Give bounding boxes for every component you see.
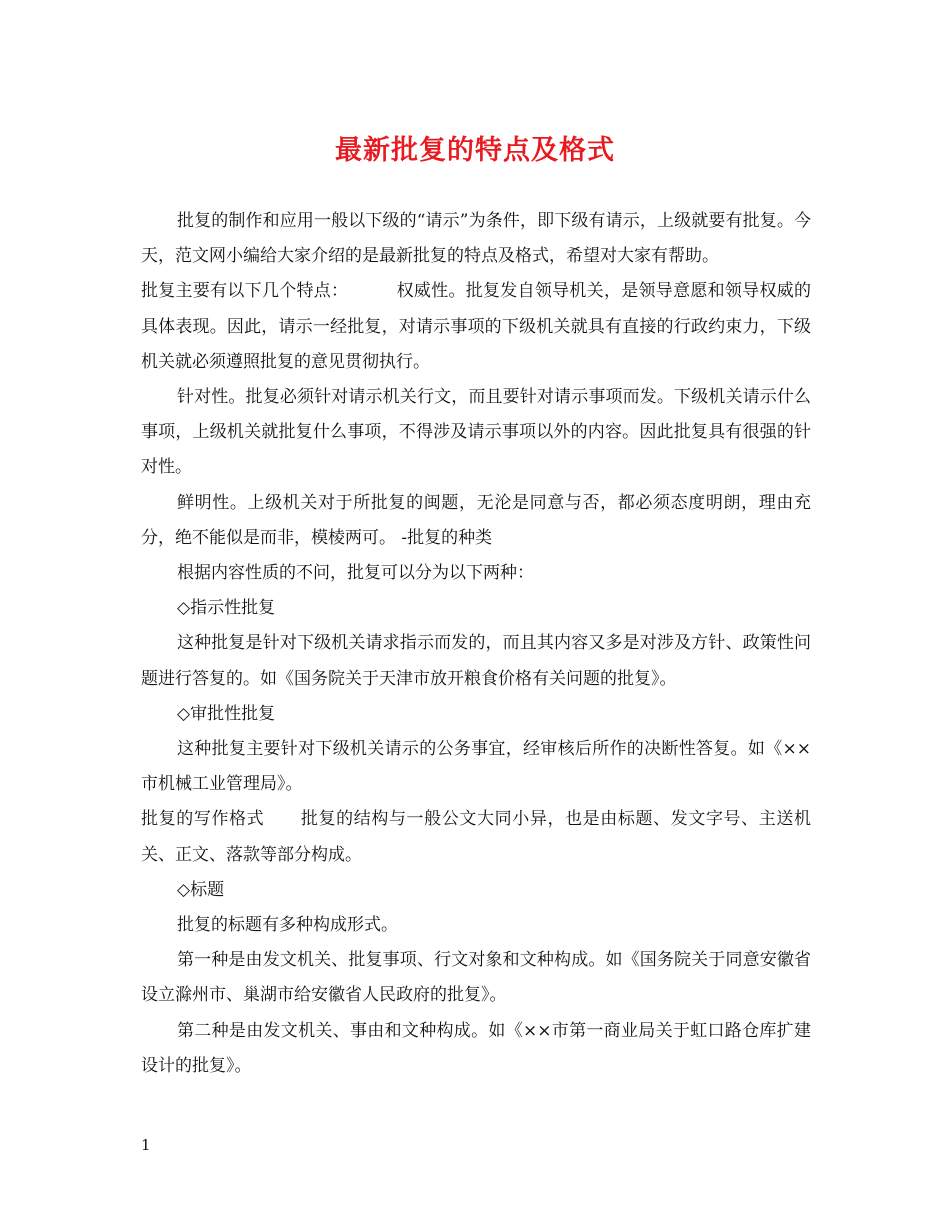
paragraph-authority: 权威性。批复发自领导机关，是领导意愿和领导权威的具体表现。因此，请示一经批复，对请示事项的下级机关就具有直接的行政约束力，下级机关就必须遵照批复的意见贯彻执行。 xyxy=(141,281,812,372)
paragraph-pertinence: 针对性。批复必须针对请示机关行文，而且要针对请示事项而发。下级机关请示什么事项，上级机关就批复什么事项，不得涉及请示事项以外的内容。因此批复具有很强的针对性。 xyxy=(141,387,811,478)
paragraph-intro: 批复的制作和应用一般以下级的“请示”为条件，即下级有请示，上级就要有批复。今天，范文网小编给大家介绍的是最新批复的特点及格式，希望对大家有帮助。 xyxy=(141,211,811,267)
subheading-directive-reply: ◇指示性批复 xyxy=(177,598,276,619)
page-number: 1 xyxy=(141,1136,151,1154)
paragraph-second-form: 第二种是由发文机关、事由和文种构成。如《××市第一商业局关于虹口路仓库扩建设计的批复》。 xyxy=(141,1020,811,1076)
paragraph-directive-reply: 这种批复是针对下级机关请求指示而发的，而且其内容又多是对涉及方针、政策性问题进行答复的。如《国务院关于天津市放开粮食价格有关问题的批复》。 xyxy=(141,633,811,689)
paragraph-title-forms: 批复的标题有多种构成形式。 xyxy=(177,915,398,936)
paragraph-approval-reply: 这种批复主要针对下级机关请示的公务事宜，经审核后所作的决断性答复。如《××市机械工业管理局》。 xyxy=(141,739,811,795)
paragraph-clarity: 鲜明性。上级机关对于所批复的闽题，无沦是同意与否，都必须态度明朗，理由充分，绝不能似是而非，模棱两可。 -批复的种类 xyxy=(141,492,811,548)
paragraph-format-text: 批复的结构与一般公文大同小异，也是由标题、发文字号、主送机关、正文、落款等部分构成。 xyxy=(141,809,812,865)
paragraph-types-intro: 根据内容性质的不问，批复可以分为以下两种： xyxy=(177,563,534,584)
paragraph-features xyxy=(141,274,811,380)
document-body xyxy=(141,204,811,1084)
page-title: 最新批复的特点及格式 xyxy=(335,135,615,166)
section-heading-features: 批复主要有以下几个特点： xyxy=(141,281,349,302)
paragraph-first-form: 第一种是由发文机关、批复事项、行文对象和文种构成。如《国务院关于同意安徽省设立滁州市、巢湖市给安徽省人民政府的批复》。 xyxy=(141,950,811,1006)
subheading-title: ◇标题 xyxy=(177,879,225,900)
section-heading-format: 批复的写作格式 xyxy=(141,809,265,830)
paragraph-format xyxy=(141,802,811,872)
subheading-approval-reply: ◇审批性批复 xyxy=(177,703,276,724)
